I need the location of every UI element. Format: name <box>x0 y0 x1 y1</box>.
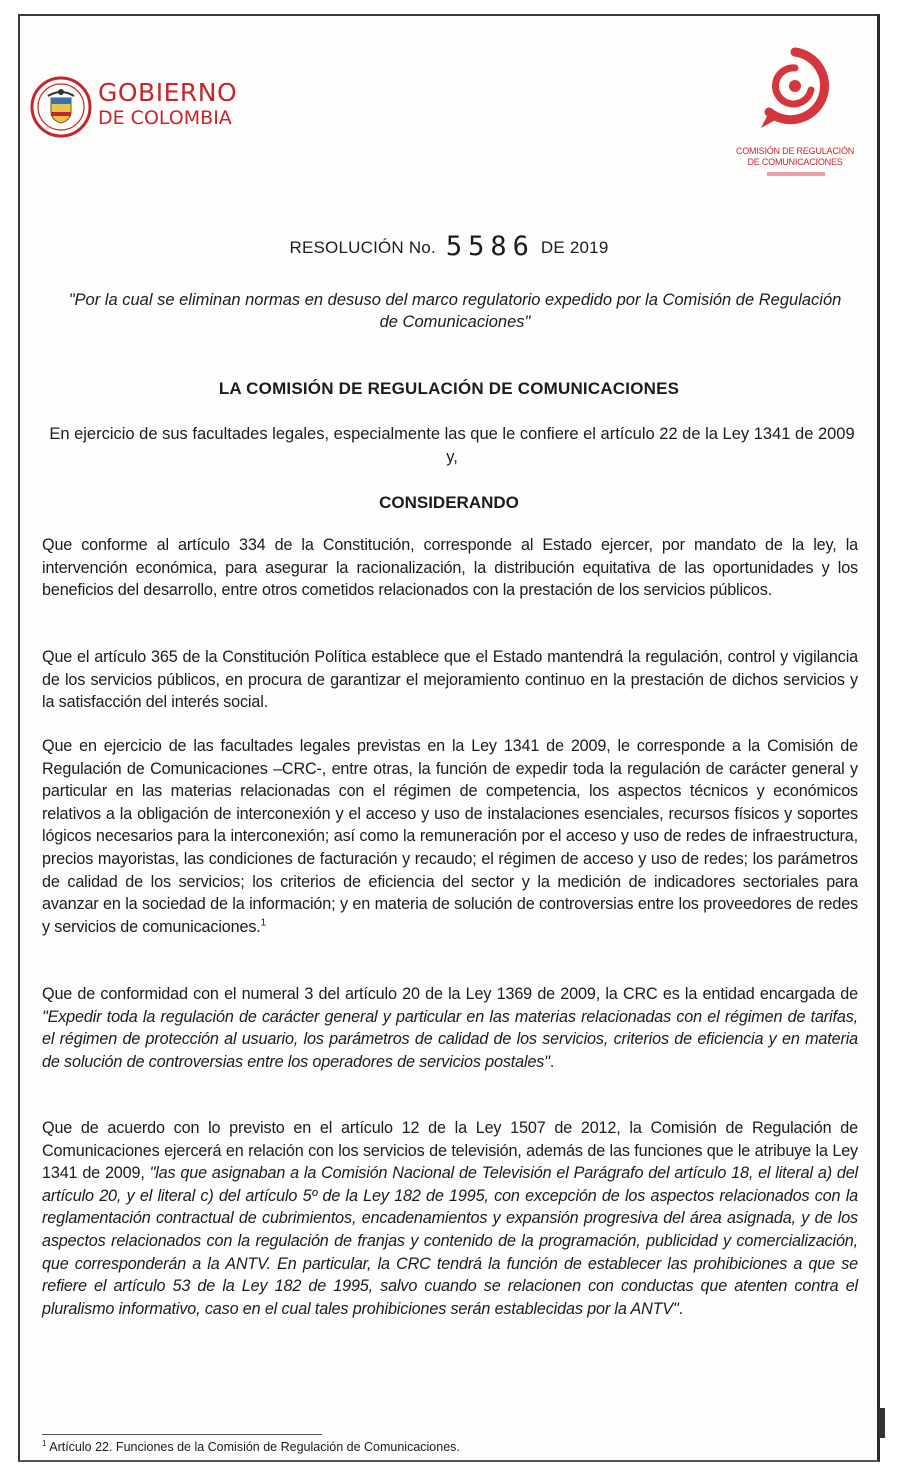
footnote-marker: 1 <box>42 1439 47 1448</box>
gov-line2: DE COLOMBIA <box>98 107 232 129</box>
paragraph-3 <box>42 735 858 938</box>
crc-caption <box>725 146 865 168</box>
resolution-heading <box>20 231 878 262</box>
crc-caption-line2: DE COMUNICACIONES <box>747 157 843 167</box>
scan-edge-mark <box>879 1408 885 1438</box>
resolution-suffix: DE 2019 <box>540 238 609 257</box>
resolution-subtitle: "Por la cual se eliminan normas en desuso del marco regulatorio expedido por la Comisión de Regulación de Comunicaciones" <box>68 291 842 331</box>
paragraph-2: Que el artículo 365 de la Constitución Política establece que el Estado mantendrá la regulación, control y vigilancia de los servicios públicos, en procura de garantizar el mejoramiento continuo en la prestación de dichos servicios y la satisfacción del interés social. <box>42 648 858 712</box>
resolution-prefix: RESOLUCIÓN No. <box>289 238 436 257</box>
gobierno-de-colombia-logo <box>30 76 270 146</box>
paragraph-4-end: . <box>549 1052 555 1071</box>
crc-mark-icon <box>755 46 835 131</box>
colombia-coat-of-arms-icon <box>30 76 92 138</box>
paragraph-5-end: . <box>678 1299 683 1318</box>
crc-logo <box>725 46 865 196</box>
crc-caption-line1: COMISIÓN DE REGULACIÓN <box>735 146 855 156</box>
gov-wordmark <box>98 80 237 128</box>
paragraph-4 <box>42 983 858 1073</box>
paragraph-4-text: Que de conformidad con el numeral 3 del artículo 20 de la Ley 1369 de 2009, la CRC es la entidad encargada de <box>42 985 858 1003</box>
footnote-divider <box>42 1434 322 1435</box>
crc-accent-bar <box>767 172 825 176</box>
footnote-text: Artículo 22. Funciones de la Comisión de Regulación de Comunicaciones. <box>46 1440 460 1455</box>
gov-line1: GOBIERNO <box>98 78 238 107</box>
paragraph-4-quote: "Expedir toda la regulación de carácter general y particular en las materias relacionadas con el régimen de tarifas, el régimen de protección al usuario, los parámetros de calidad de los servicios, criterios de eficiencia y en materia de solución de controversias entre los operadores de servicios postales" <box>42 1007 858 1071</box>
paragraph-5-quote: "las que asignaban a la Comisión Nacional de Televisión el Parágrafo del artículo 18, el literal a) del artículo 20, y el literal c) del artículo 5º de la Ley 182 de 1995, con excepción de los aspectos relacionados con la reglamentación contractual de cubrimientos, encadenamientos y expansión progresiva del área asignada, y de los aspectos relacionados con la regulación de franjas y contenido de la programación, publicidad y comercialización, que corresponderán a la ANTV. En particular, la CRC tendrá la función de establecer las prohibiciones a que se refiere el artículo 53 de la Ley 182 de 1995, salvo cuando se relacionen con conductas que atenten contra el pluralismo informativo, caso en el cual tales prohibiciones serán establecidas por la ANTV" <box>42 1164 858 1318</box>
footnote-ref: 1 <box>260 917 267 929</box>
footnote <box>42 1439 842 1454</box>
paragraph-5 <box>42 1117 858 1320</box>
paragraph-5-text: Que de acuerdo con lo previsto en el artículo 12 de la Ley 1507 de 2012, la Comisión de Regulación de Comunicaciones ejercerá en relación con los servicios de televisión, además de las funciones que le atribuye la Ley 1341 de 2009, <box>42 1119 858 1183</box>
considerando-heading: CONSIDERANDO <box>379 493 519 512</box>
powers-statement: En ejercicio de sus facultades legales, especialmente las que le confiere el artículo 22 de la Ley 1341 de 2009 y, <box>49 425 855 466</box>
organization-heading: LA COMISIÓN DE REGULACIÓN DE COMUNICACIONES <box>218 379 680 398</box>
resolution-number: 5586 <box>445 231 535 262</box>
paragraph-1: Que conforme al artículo 334 de la Constitución, corresponde al Estado ejercer, por mandato de la ley, la intervención económica, para asegurar la racionalización, la distribución equitativa de las oportunidades y los beneficios del desarrollo, entre otros cometidos relacionados con la prestación de los servicios públicos. <box>42 536 858 600</box>
paragraph-3-text: Que en ejercicio de las facultades legales previstas en la Ley 1341 de 2009, le corresponde a la Comisión de Regulación de Comunicaciones –CRC-, entre otras, la función de expedir toda la regulación de carácter general y particular en las materias relacionadas con el régimen de competencia, los aspectos técnicos y económicos relativos a la obligación de interconexión y el acceso y uso de instalaciones esenciales, recursos físicos y soportes lógicos necesarios para la interconexión; así como la remuneración por el acceso y uso de redes de infraestructura, precios mayoristas, las condiciones de facturación y recaudo; el régimen de acceso y uso de redes; los parámetros de calidad de los servicios; los criterios de eficiencia del sector y la medición de indicadores sectoriales para avanzar en la sociedad de la información; y en materia de solución de controversias entre los proveedores de redes y servicios de comunicaciones. <box>42 737 858 936</box>
document-page <box>18 14 880 1462</box>
